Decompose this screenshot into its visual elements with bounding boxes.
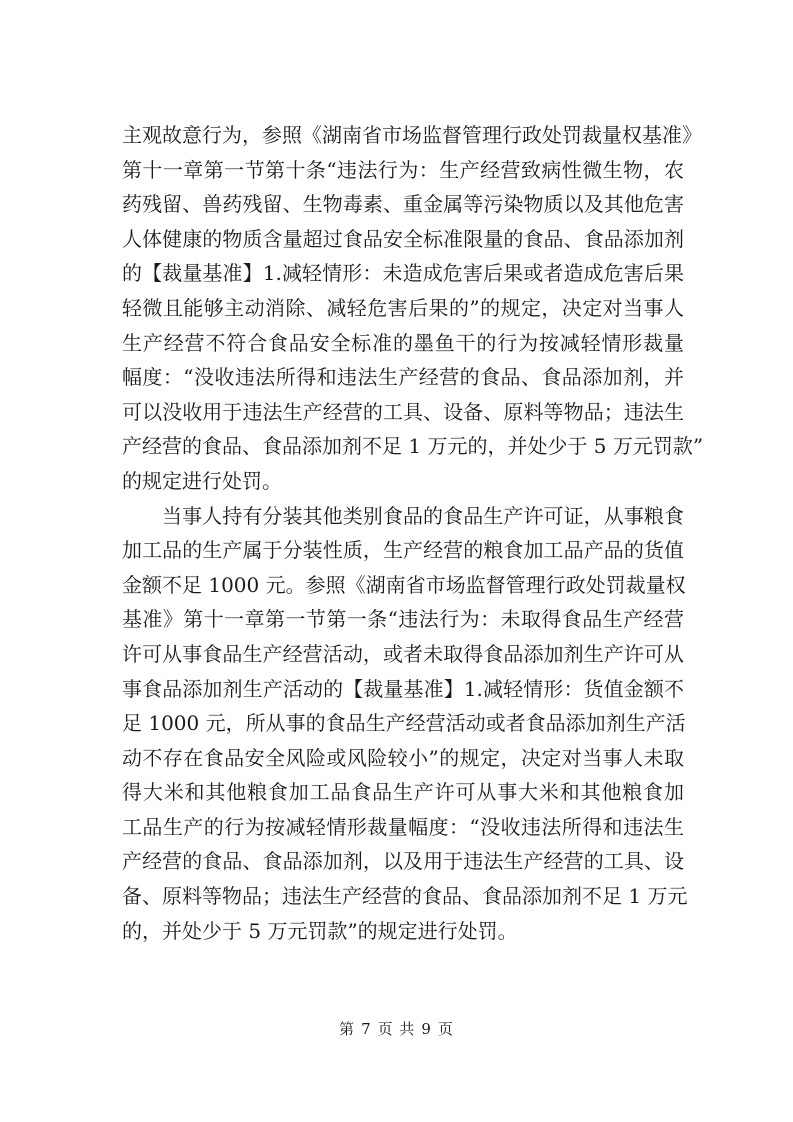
text-line: 轻微且能够主动消除、减轻危害后果的”的规定，决定对当事人	[122, 295, 684, 320]
text-line: 产经营的食品、食品添加剂不足 1 万元的，并处少于 5 万元罚款”	[122, 434, 704, 459]
text-line: 足 1000 元，所从事的食品生产经营活动或者食品添加剂生产活	[122, 711, 686, 736]
text-line: 人体健康的物质含量超过食品安全标准限量的食品、食品添加剂	[122, 226, 684, 251]
text-line: 工品生产的行为按减轻情形裁量幅度：“没收违法所得和违法生	[122, 814, 684, 839]
text-line: 生产经营不符合食品安全标准的墨鱼干的行为按减轻情形裁量	[122, 330, 684, 355]
text-line: 基准》第十一章第一节第一条“违法行为：未取得食品生产经营	[122, 607, 684, 632]
text-line: 金额不足 1000 元。参照《湖南省市场监督管理行政处罚裁量权	[122, 572, 686, 597]
text-line: 加工品的生产属于分装性质，生产经营的粮食加工品产品的货值	[122, 538, 684, 563]
text-line: 动不存在食品安全风险或风险较小”的规定，决定对当事人未取	[122, 745, 684, 770]
total-page-number: 9	[421, 1020, 432, 1038]
page-prefix: 第	[339, 1020, 356, 1038]
text-line: 当事人持有分装其他类别食品的食品生产许可证，从事粮食	[162, 503, 684, 528]
document-body	[122, 118, 704, 948]
text-line: 主观故意行为，参照《湖南省市场监督管理行政处罚裁量权基准》	[122, 123, 702, 147]
current-page-number: 7	[361, 1020, 372, 1038]
text-line: 幅度：“没收违法所得和违法生产经营的食品、食品添加剂，并	[122, 365, 684, 390]
text-line: 事食品添加剂生产活动的【裁量基准】1.减轻情形：货值金额不	[122, 676, 684, 701]
text-line: 的，并处少于 5 万元罚款”的规定进行处罚。	[122, 918, 518, 943]
text-line: 许可从事食品生产经营活动，或者未取得食品添加剂生产许可从	[122, 641, 684, 666]
text-line: 产经营的食品、食品添加剂，以及用于违法生产经营的工具、设	[122, 849, 684, 874]
text-line: 的【裁量基准】1.减轻情形：未造成危害后果或者造成危害后果	[122, 261, 684, 286]
text-line: 备、原料等物品；违法生产经营的食品、食品添加剂不足 1 万元	[122, 884, 688, 909]
text-line: 得大米和其他粮食加工品食品生产许可从事大米和其他粮食加	[122, 780, 684, 805]
text-line: 可以没收用于违法生产经营的工具、设备、原料等物品；违法生	[122, 399, 684, 424]
paragraph-2	[122, 499, 688, 949]
page-suffix: 页	[437, 1020, 454, 1038]
text-line: 的规定进行处罚。	[122, 468, 282, 493]
page-number-footer	[0, 1018, 793, 1039]
text-line: 药残留、兽药残留、生物毒素、重金属等污染物质以及其他危害	[122, 192, 684, 217]
paragraph-1	[122, 118, 704, 499]
page-middle-text: 页 共	[377, 1020, 416, 1038]
text-line: 第十一章第一节第十条“违法行为：生产经营致病性微生物，农	[122, 157, 684, 182]
